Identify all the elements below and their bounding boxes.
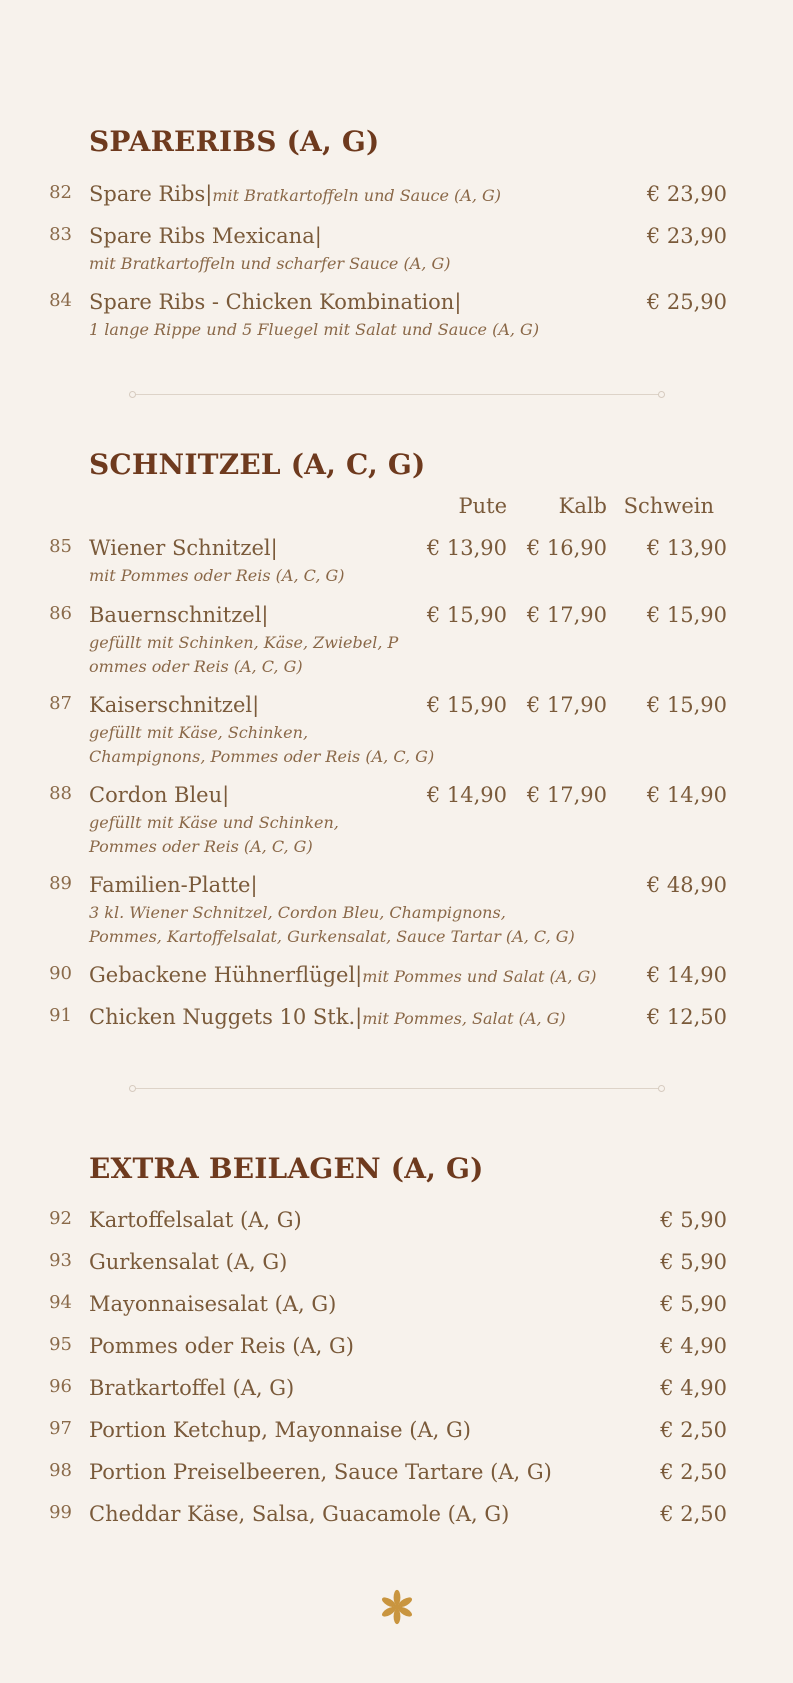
item-price: € 12,50 [646,1005,727,1029]
item-name: Spare Ribs - Chicken Kombination| [89,290,462,314]
price-kalb: € 16,90 [526,536,607,560]
column-header-schwein: Schwein [623,494,714,518]
item-number: 93 [49,1250,72,1271]
item-name-text: Chicken Nuggets 10 Stk.| [89,1005,363,1029]
section-divider [133,394,661,395]
price-kalb: € 17,90 [526,783,607,807]
price-schwein: € 15,90 [646,603,727,627]
item-description: mit Pommes, Salat (A, G) [362,1009,566,1028]
item-number: 91 [49,1005,72,1026]
item-number: 87 [49,693,72,714]
item-number: 88 [49,783,72,804]
price-schwein: € 14,90 [646,783,727,807]
item-name: Cheddar Käse, Salsa, Guacamole (A, G) [89,1502,510,1526]
item-description: mit Pommes und Salat (A, G) [362,967,597,986]
item-number: 86 [49,603,72,624]
item-price: € 5,90 [660,1208,727,1232]
item-price: € 5,90 [660,1292,727,1316]
price-kalb: € 17,90 [526,603,607,627]
item-name-text: Gebackene Hühnerflügel| [89,963,363,987]
item-description-line2: ommes oder Reis (A, C, G) [89,657,303,676]
item-name [89,1005,566,1029]
item-name [89,963,597,987]
price-pute: € 15,90 [426,603,507,627]
section-divider [133,1088,661,1089]
item-name: Gurkensalat (A, G) [89,1250,288,1274]
item-description-line2: Champignons, Pommes oder Reis (A, C, G) [89,747,435,766]
item-name: Portion Preiselbeeren, Sauce Tartare (A, G) [89,1460,552,1484]
price-kalb: € 17,90 [526,693,607,717]
item-number: 97 [49,1418,72,1439]
item-number: 94 [49,1292,72,1313]
item-number: 89 [49,873,72,894]
item-name: Pommes oder Reis (A, G) [89,1334,354,1358]
item-name: Mayonnaisesalat (A, G) [89,1292,337,1316]
item-name: Bratkartoffel (A, G) [89,1376,295,1400]
item-description-line1: gefüllt mit Käse und Schinken, [89,813,339,832]
item-number: 90 [49,963,72,984]
section-title-beilagen: EXTRA BEILAGEN (A, G) [89,1152,484,1185]
item-price: € 23,90 [646,182,727,206]
item-description: mit Bratkartoffeln und scharfer Sauce (A, G) [89,254,451,273]
item-description-line1: 3 kl. Wiener Schnitzel, Cordon Bleu, Champignons, [89,903,506,922]
item-price: € 4,90 [660,1376,727,1400]
section-title-spareribs: SPARERIBS (A, G) [89,125,380,158]
item-number: 85 [49,536,72,557]
item-number: 99 [49,1502,72,1523]
column-header-kalb: Kalb [558,494,607,518]
price-pute: € 14,90 [426,783,507,807]
item-price: € 25,90 [646,290,727,314]
item-price: € 14,90 [646,963,727,987]
price-pute: € 15,90 [426,693,507,717]
item-number: 95 [49,1334,72,1355]
item-price: € 2,50 [660,1460,727,1484]
item-price: € 48,90 [646,873,727,897]
item-price: € 2,50 [660,1502,727,1526]
item-description-line1: gefüllt mit Schinken, Käse, Zwiebel, P [89,633,399,652]
item-description-line1: gefüllt mit Käse, Schinken, [89,723,309,742]
item-number: 84 [49,290,72,311]
item-description-line2: Pommes oder Reis (A, C, G) [89,837,313,856]
item-name: Portion Ketchup, Mayonnaise (A, G) [89,1418,471,1442]
price-schwein: € 13,90 [646,536,727,560]
item-number: 92 [49,1208,72,1229]
item-number: 96 [49,1376,72,1397]
price-schwein: € 15,90 [646,693,727,717]
item-price: € 4,90 [660,1334,727,1358]
item-price: € 23,90 [646,224,727,248]
item-number: 82 [49,182,72,203]
item-price: € 5,90 [660,1250,727,1274]
item-description: mit Bratkartoffeln und Sauce (A, G) [212,186,502,205]
item-name: Bauernschnitzel| [89,603,269,627]
price-pute: € 13,90 [426,536,507,560]
item-name: Familien-Platte| [89,873,258,897]
item-price: € 2,50 [660,1418,727,1442]
item-name: Spare Ribs Mexicana| [89,224,322,248]
item-number: 83 [49,224,72,245]
section-title-schnitzel: SCHNITZEL (A, C, G) [89,448,426,481]
item-number: 98 [49,1460,72,1481]
item-name: Cordon Bleu| [89,783,230,807]
item-name: Wiener Schnitzel| [89,536,278,560]
item-description: 1 lange Rippe und 5 Fluegel mit Salat und Sauce (A, G) [89,320,540,339]
item-name: Kartoffelsalat (A, G) [89,1208,302,1232]
item-description-line2: Pommes, Kartoffelsalat, Gurkensalat, Sauce Tartar (A, C, G) [89,927,575,946]
item-name: Kaiserschnitzel| [89,693,260,717]
item-name-text: Spare Ribs| [89,182,213,206]
asterisk-flower-icon [378,1588,416,1626]
item-description: mit Pommes oder Reis (A, C, G) [89,566,345,585]
column-header-pute: Pute [458,494,507,518]
item-name [89,182,501,206]
